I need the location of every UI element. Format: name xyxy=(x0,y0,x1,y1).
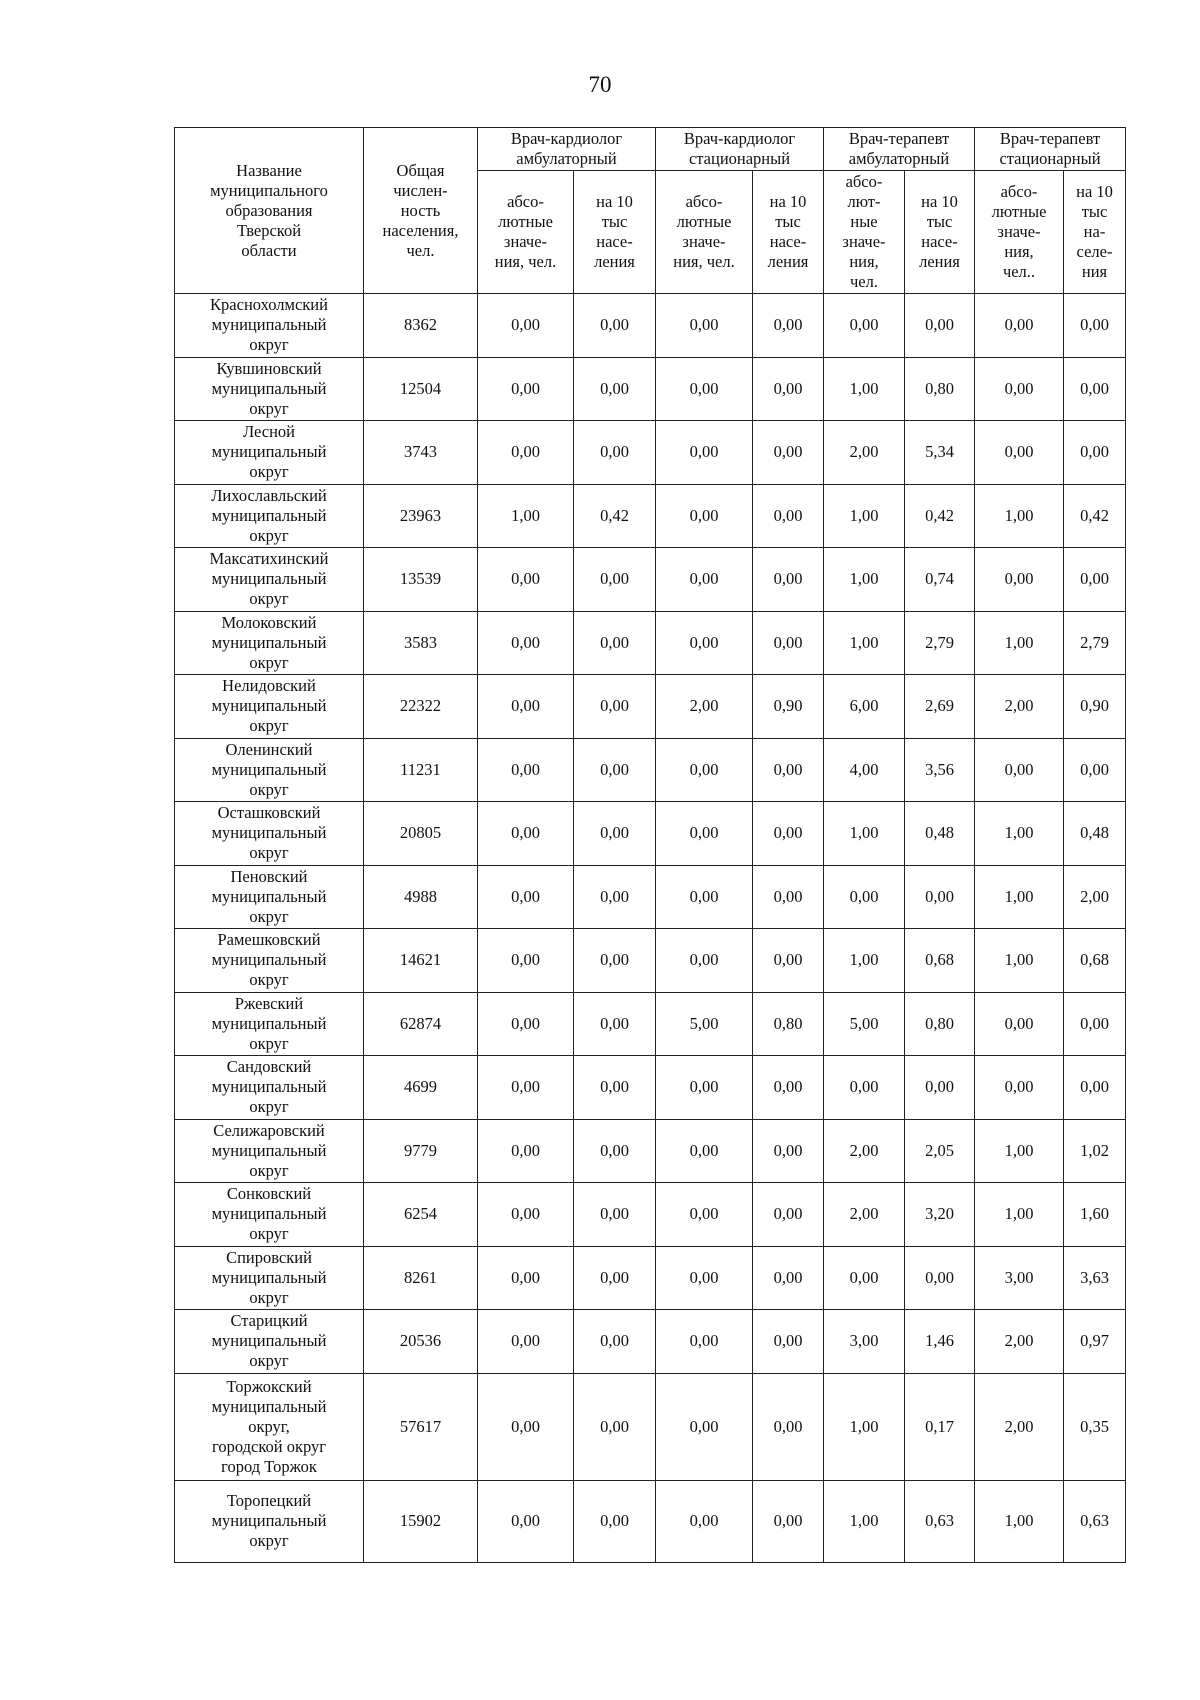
per-10k-cell: 0,00 xyxy=(753,1183,824,1247)
municipality-name: Пеновский муниципальный округ xyxy=(175,865,364,929)
per-10k-cell: 0,00 xyxy=(574,802,656,866)
per-10k-cell: 0,00 xyxy=(574,1373,656,1480)
header-cardiologist-outpatient: Врач-кардиолог амбулаторный xyxy=(478,128,656,171)
per-10k-cell: 0,63 xyxy=(1064,1480,1126,1562)
absolute-value-cell: 0,00 xyxy=(824,294,905,358)
absolute-value-cell: 0,00 xyxy=(656,738,753,802)
per-10k-cell: 0,00 xyxy=(905,865,975,929)
per-10k-cell: 0,00 xyxy=(753,611,824,675)
header-absolute-values: абсо- лютные значе- ния, чел. xyxy=(478,171,574,294)
per-10k-cell: 0,00 xyxy=(753,421,824,485)
absolute-value-cell: 1,00 xyxy=(824,484,905,548)
municipality-name: Лесной муниципальный округ xyxy=(175,421,364,485)
absolute-value-cell: 0,00 xyxy=(656,484,753,548)
absolute-value-cell: 0,00 xyxy=(478,294,574,358)
absolute-value-cell: 2,00 xyxy=(975,1310,1064,1374)
per-10k-cell: 0,00 xyxy=(905,294,975,358)
absolute-value-cell: 2,00 xyxy=(824,1119,905,1183)
per-10k-cell: 3,63 xyxy=(1064,1246,1126,1310)
municipality-name: Молоковский муниципальный округ xyxy=(175,611,364,675)
absolute-value-cell: 1,00 xyxy=(824,929,905,993)
per-10k-cell: 0,00 xyxy=(905,1056,975,1120)
absolute-value-cell: 0,00 xyxy=(478,548,574,612)
absolute-value-cell: 0,00 xyxy=(656,421,753,485)
population-cell: 22322 xyxy=(364,675,478,739)
population-cell: 8261 xyxy=(364,1246,478,1310)
absolute-value-cell: 1,00 xyxy=(975,865,1064,929)
per-10k-cell: 0,00 xyxy=(753,865,824,929)
population-cell: 15902 xyxy=(364,1480,478,1562)
per-10k-cell: 0,00 xyxy=(1064,357,1126,421)
per-10k-cell: 0,90 xyxy=(753,675,824,739)
header-cardiologist-inpatient: Врач-кардиолог стационарный xyxy=(656,128,824,171)
absolute-value-cell: 1,00 xyxy=(975,484,1064,548)
per-10k-cell: 0,00 xyxy=(574,992,656,1056)
population-cell: 23963 xyxy=(364,484,478,548)
absolute-value-cell: 0,00 xyxy=(478,992,574,1056)
table-row xyxy=(175,1373,1126,1480)
absolute-value-cell: 0,00 xyxy=(656,865,753,929)
population-cell: 8362 xyxy=(364,294,478,358)
population-cell: 4699 xyxy=(364,1056,478,1120)
absolute-value-cell: 0,00 xyxy=(478,802,574,866)
absolute-value-cell: 1,00 xyxy=(975,611,1064,675)
absolute-value-cell: 0,00 xyxy=(824,865,905,929)
table-row xyxy=(175,1183,1126,1247)
absolute-value-cell: 0,00 xyxy=(656,1373,753,1480)
absolute-value-cell: 0,00 xyxy=(478,1183,574,1247)
per-10k-cell: 0,00 xyxy=(574,548,656,612)
absolute-value-cell: 0,00 xyxy=(478,1119,574,1183)
per-10k-cell: 5,34 xyxy=(905,421,975,485)
per-10k-cell: 0,68 xyxy=(1064,929,1126,993)
municipality-name: Сандовский муниципальный округ xyxy=(175,1056,364,1120)
absolute-value-cell: 0,00 xyxy=(824,1056,905,1120)
population-cell: 11231 xyxy=(364,738,478,802)
per-10k-cell: 0,00 xyxy=(574,1056,656,1120)
per-10k-cell: 3,20 xyxy=(905,1183,975,1247)
absolute-value-cell: 0,00 xyxy=(656,1246,753,1310)
absolute-value-cell: 5,00 xyxy=(656,992,753,1056)
header-per-10k: на 10 тыс на- селе- ния xyxy=(1064,171,1126,294)
per-10k-cell: 0,00 xyxy=(574,738,656,802)
per-10k-cell: 0,80 xyxy=(905,992,975,1056)
absolute-value-cell: 3,00 xyxy=(824,1310,905,1374)
municipality-name: Спировский муниципальный округ xyxy=(175,1246,364,1310)
municipality-name: Оленинский муниципальный округ xyxy=(175,738,364,802)
per-10k-cell: 0,00 xyxy=(753,1056,824,1120)
per-10k-cell: 0,00 xyxy=(753,802,824,866)
table-row xyxy=(175,1480,1126,1562)
absolute-value-cell: 0,00 xyxy=(656,802,753,866)
per-10k-cell: 0,00 xyxy=(574,1480,656,1562)
per-10k-cell: 0,00 xyxy=(574,929,656,993)
absolute-value-cell: 2,00 xyxy=(824,421,905,485)
per-10k-cell: 0,00 xyxy=(574,611,656,675)
absolute-value-cell: 4,00 xyxy=(824,738,905,802)
per-10k-cell: 0,17 xyxy=(905,1373,975,1480)
table-row xyxy=(175,865,1126,929)
absolute-value-cell: 0,00 xyxy=(975,738,1064,802)
per-10k-cell: 2,05 xyxy=(905,1119,975,1183)
header-therapist-outpatient: Врач-терапевт амбулаторный xyxy=(824,128,975,171)
absolute-value-cell: 0,00 xyxy=(975,992,1064,1056)
per-10k-cell: 0,00 xyxy=(1064,1056,1126,1120)
table-row xyxy=(175,357,1126,421)
municipality-name: Старицкий муниципальный округ xyxy=(175,1310,364,1374)
per-10k-cell: 0,00 xyxy=(574,865,656,929)
table-header xyxy=(175,128,1126,294)
header-therapist-inpatient: Врач-терапевт стационарный xyxy=(975,128,1126,171)
absolute-value-cell: 0,00 xyxy=(478,1310,574,1374)
municipality-name: Торопецкий муниципальный округ xyxy=(175,1480,364,1562)
absolute-value-cell: 0,00 xyxy=(656,1056,753,1120)
population-cell: 6254 xyxy=(364,1183,478,1247)
absolute-value-cell: 0,00 xyxy=(478,421,574,485)
physicians-table xyxy=(174,127,1126,1563)
table-row xyxy=(175,1119,1126,1183)
absolute-value-cell: 0,00 xyxy=(975,421,1064,485)
per-10k-cell: 0,80 xyxy=(905,357,975,421)
population-cell: 20805 xyxy=(364,802,478,866)
table-row xyxy=(175,294,1126,358)
absolute-value-cell: 0,00 xyxy=(656,611,753,675)
absolute-value-cell: 1,00 xyxy=(975,929,1064,993)
absolute-value-cell: 0,00 xyxy=(478,611,574,675)
absolute-value-cell: 0,00 xyxy=(478,675,574,739)
per-10k-cell: 0,97 xyxy=(1064,1310,1126,1374)
absolute-value-cell: 0,00 xyxy=(478,929,574,993)
per-10k-cell: 3,56 xyxy=(905,738,975,802)
table-row xyxy=(175,992,1126,1056)
per-10k-cell: 0,00 xyxy=(753,484,824,548)
header-absolute-values: абсо- лют- ные значе- ния, чел. xyxy=(824,171,905,294)
population-cell: 13539 xyxy=(364,548,478,612)
population-cell: 4988 xyxy=(364,865,478,929)
population-cell: 12504 xyxy=(364,357,478,421)
per-10k-cell: 2,79 xyxy=(1064,611,1126,675)
header-per-10k: на 10 тыс насе- ления xyxy=(753,171,824,294)
per-10k-cell: 0,63 xyxy=(905,1480,975,1562)
table-row xyxy=(175,421,1126,485)
absolute-value-cell: 0,00 xyxy=(656,929,753,993)
per-10k-cell: 0,68 xyxy=(905,929,975,993)
header-absolute-values: абсо- лютные значе- ния, чел.. xyxy=(975,171,1064,294)
per-10k-cell: 0,00 xyxy=(574,1183,656,1247)
per-10k-cell: 0,00 xyxy=(574,421,656,485)
municipality-name: Лихославльский муниципальный округ xyxy=(175,484,364,548)
absolute-value-cell: 0,00 xyxy=(478,738,574,802)
per-10k-cell: 0,00 xyxy=(753,1119,824,1183)
absolute-value-cell: 1,00 xyxy=(824,1373,905,1480)
population-cell: 62874 xyxy=(364,992,478,1056)
table-row xyxy=(175,1246,1126,1310)
absolute-value-cell: 0,00 xyxy=(656,1119,753,1183)
absolute-value-cell: 0,00 xyxy=(656,294,753,358)
absolute-value-cell: 0,00 xyxy=(975,357,1064,421)
population-cell: 14621 xyxy=(364,929,478,993)
per-10k-cell: 0,00 xyxy=(905,1246,975,1310)
per-10k-cell: 0,00 xyxy=(1064,548,1126,612)
table-row xyxy=(175,929,1126,993)
per-10k-cell: 0,42 xyxy=(905,484,975,548)
header-per-10k: на 10 тыс насе- ления xyxy=(574,171,656,294)
population-cell: 3743 xyxy=(364,421,478,485)
absolute-value-cell: 0,00 xyxy=(975,1056,1064,1120)
table-row xyxy=(175,548,1126,612)
per-10k-cell: 0,74 xyxy=(905,548,975,612)
municipality-name: Сонковский муниципальный округ xyxy=(175,1183,364,1247)
municipality-name: Торжокский муниципальный округ, городской округ город Торжок xyxy=(175,1373,364,1480)
per-10k-cell: 0,42 xyxy=(574,484,656,548)
absolute-value-cell: 0,00 xyxy=(478,1373,574,1480)
municipality-name: Ржевский муниципальный округ xyxy=(175,992,364,1056)
absolute-value-cell: 1,00 xyxy=(824,802,905,866)
table-row xyxy=(175,802,1126,866)
per-10k-cell: 1,60 xyxy=(1064,1183,1126,1247)
absolute-value-cell: 1,00 xyxy=(824,357,905,421)
per-10k-cell: 0,00 xyxy=(1064,992,1126,1056)
absolute-value-cell: 0,00 xyxy=(478,357,574,421)
population-cell: 9779 xyxy=(364,1119,478,1183)
absolute-value-cell: 3,00 xyxy=(975,1246,1064,1310)
table-row xyxy=(175,611,1126,675)
per-10k-cell: 0,00 xyxy=(574,294,656,358)
population-cell: 3583 xyxy=(364,611,478,675)
absolute-value-cell: 1,00 xyxy=(975,1183,1064,1247)
absolute-value-cell: 1,00 xyxy=(824,611,905,675)
per-10k-cell: 0,00 xyxy=(1064,421,1126,485)
per-10k-cell: 1,02 xyxy=(1064,1119,1126,1183)
per-10k-cell: 0,00 xyxy=(753,1480,824,1562)
page-number: 70 xyxy=(588,72,612,97)
per-10k-cell: 0,00 xyxy=(574,675,656,739)
absolute-value-cell: 0,00 xyxy=(975,294,1064,358)
per-10k-cell: 2,69 xyxy=(905,675,975,739)
absolute-value-cell: 0,00 xyxy=(478,865,574,929)
absolute-value-cell: 0,00 xyxy=(656,1183,753,1247)
header-municipality: Название муниципального образования Тверской области xyxy=(175,128,364,294)
absolute-value-cell: 1,00 xyxy=(824,548,905,612)
per-10k-cell: 0,00 xyxy=(1064,738,1126,802)
population-cell: 57617 xyxy=(364,1373,478,1480)
absolute-value-cell: 2,00 xyxy=(656,675,753,739)
per-10k-cell: 0,80 xyxy=(753,992,824,1056)
municipality-name: Максатихинский муниципальный округ xyxy=(175,548,364,612)
municipality-name: Осташковский муниципальный округ xyxy=(175,802,364,866)
municipality-name: Селижаровский муниципальный округ xyxy=(175,1119,364,1183)
municipality-name: Рамешковский муниципальный округ xyxy=(175,929,364,993)
absolute-value-cell: 2,00 xyxy=(975,1373,1064,1480)
per-10k-cell: 0,90 xyxy=(1064,675,1126,739)
per-10k-cell: 1,46 xyxy=(905,1310,975,1374)
per-10k-cell: 0,42 xyxy=(1064,484,1126,548)
header-absolute-values: абсо- лютные значе- ния, чел. xyxy=(656,171,753,294)
per-10k-cell: 0,48 xyxy=(905,802,975,866)
table-row xyxy=(175,675,1126,739)
absolute-value-cell: 0,00 xyxy=(478,1246,574,1310)
per-10k-cell: 0,00 xyxy=(753,548,824,612)
absolute-value-cell: 6,00 xyxy=(824,675,905,739)
absolute-value-cell: 1,00 xyxy=(478,484,574,548)
municipality-name: Кувшиновский муниципальный округ xyxy=(175,357,364,421)
absolute-value-cell: 1,00 xyxy=(975,1119,1064,1183)
per-10k-cell: 0,00 xyxy=(753,294,824,358)
absolute-value-cell: 0,00 xyxy=(478,1480,574,1562)
absolute-value-cell: 0,00 xyxy=(975,548,1064,612)
per-10k-cell: 0,00 xyxy=(574,1246,656,1310)
absolute-value-cell: 2,00 xyxy=(975,675,1064,739)
municipality-name: Краснохолмский муниципальный округ xyxy=(175,294,364,358)
population-cell: 20536 xyxy=(364,1310,478,1374)
absolute-value-cell: 5,00 xyxy=(824,992,905,1056)
absolute-value-cell: 1,00 xyxy=(975,1480,1064,1562)
header-per-10k: на 10 тыс насе- ления xyxy=(905,171,975,294)
per-10k-cell: 0,00 xyxy=(753,738,824,802)
per-10k-cell: 0,00 xyxy=(753,1310,824,1374)
table-row xyxy=(175,1056,1126,1120)
table-row xyxy=(175,484,1126,548)
per-10k-cell: 2,79 xyxy=(905,611,975,675)
per-10k-cell: 0,00 xyxy=(753,929,824,993)
per-10k-cell: 2,00 xyxy=(1064,865,1126,929)
absolute-value-cell: 0,00 xyxy=(478,1056,574,1120)
per-10k-cell: 0,00 xyxy=(574,1119,656,1183)
municipality-name: Нелидовский муниципальный округ xyxy=(175,675,364,739)
per-10k-cell: 0,00 xyxy=(574,1310,656,1374)
per-10k-cell: 0,00 xyxy=(1064,294,1126,358)
absolute-value-cell: 0,00 xyxy=(824,1246,905,1310)
table-body xyxy=(175,294,1126,1563)
table-row xyxy=(175,738,1126,802)
table-row xyxy=(175,1310,1126,1374)
absolute-value-cell: 0,00 xyxy=(656,357,753,421)
per-10k-cell: 0,48 xyxy=(1064,802,1126,866)
absolute-value-cell: 0,00 xyxy=(656,1310,753,1374)
per-10k-cell: 0,00 xyxy=(574,357,656,421)
per-10k-cell: 0,00 xyxy=(753,1373,824,1480)
absolute-value-cell: 0,00 xyxy=(656,548,753,612)
absolute-value-cell: 1,00 xyxy=(975,802,1064,866)
absolute-value-cell: 2,00 xyxy=(824,1183,905,1247)
absolute-value-cell: 0,00 xyxy=(656,1480,753,1562)
absolute-value-cell: 1,00 xyxy=(824,1480,905,1562)
per-10k-cell: 0,35 xyxy=(1064,1373,1126,1480)
per-10k-cell: 0,00 xyxy=(753,357,824,421)
header-population: Общая числен- ность населения, чел. xyxy=(364,128,478,294)
per-10k-cell: 0,00 xyxy=(753,1246,824,1310)
